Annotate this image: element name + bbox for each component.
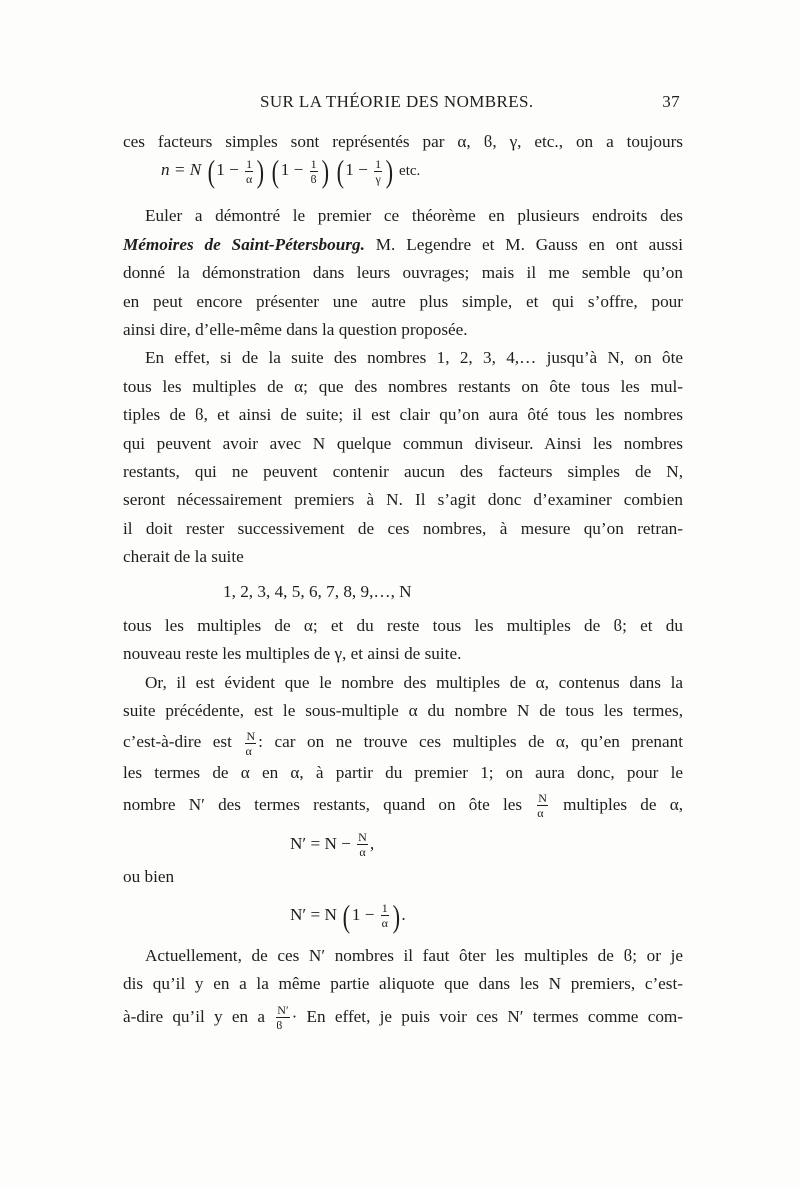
- emphasis-title: Mémoires de Saint-Pétersbourg.: [123, 234, 365, 254]
- page-body: [123, 128, 683, 1035]
- paragraph-5: Or, il est évident que le nombre des multiples de α, contenus dans la suite précédente, est le sous-multiple α du nombre N de tous les termes, c’est-à-dire est $\frac{N}{\alpha}$ : car on ne trouve ces multiples de α, qu’en prenant les termes de α en α, à partir du premier 1; on aura donc, pour le nombre N′ des termes restants, quand on ôte les $\frac{N}{\alpha}$ multiples de α,: [123, 672, 684, 821]
- fraction-n-alpha: $\frac{N}{\alpha}$: [537, 791, 547, 821]
- text-line: ces facteurs simples sont représentés par α, ϐ, γ, etc., on a toujours: [123, 132, 683, 151]
- paragraph-4: tous les multiples de α; et du reste tous les multiples de ϐ; et du nouveau reste les multiples de γ, et ainsi de suite.: [123, 615, 683, 664]
- fraction: $\frac{1}{\alpha}$: [245, 156, 253, 186]
- eq-lhs: n = N: [161, 160, 202, 180]
- paragraph-3: En effet, si de la suite des nombres 1, 2, 3, 4,… jusqu’à N, on ôte tous les multiples de α; que des nombres restants on ôte tous les mul- tiples de ϐ, et ainsi de suite; il est clair qu’on aura ôté tous les nombres qui peuvent avoir avec N quelque commun diviseur. Ainsi les nombres restants, qui ne peuvent contenir aucun des facteurs simples de N, seront nécessairement premiers à N. Il s’agit donc d’examiner combien il doit rester successivement de ces nombres, à mesure qu’on retran- cherait de la suite: [123, 348, 683, 567]
- paragraph-6: Actuellement, de ces N′ nombres il faut ôter les multiples de ϐ; or je dis qu’il y en a la même partie aliquote que dans les N premiers, c’est- à-dire qu’il y en a $\frac{N'}{ϐ}$ · En effet, je puis voir ces N′ termes comme com-: [123, 945, 684, 1033]
- paragraph-2: Euler a démontré le premier ce théorème en plusieurs endroits des Mémoires de Saint-Pétersbourg. M. Legendre et M. Gauss en ont aussi donné la démonstration dans leurs ouvrages; mais il me semble qu’on en peut encore présenter une autre plus simple, et qui s’offre, pour ainsi dire, d’elle-même dans la question proposée.: [123, 206, 683, 340]
- fraction: $\frac{1}{\gamma}$: [375, 156, 382, 186]
- equation-n-prime-factored: N′ = N (1 − $\frac{1}{\alpha}$ ).: [290, 897, 406, 934]
- page-number: 37: [662, 92, 680, 111]
- paragraph-1: [123, 128, 683, 156]
- fraction: $\frac{1}{ϐ}$: [310, 156, 317, 186]
- ou-bien-label: ou bien: [123, 866, 175, 886]
- fraction-nprime-beta: $\frac{N'}{ϐ}$: [276, 1003, 289, 1033]
- equation-n-prime: N′ = N − $\frac{N}{\alpha}$ ,: [290, 830, 375, 860]
- equation-product: n = N (1 − $\frac{1}{\alpha}$ ) (1 − $\frac{1}{ϐ}$ ) (1 − $\frac{1}{\gamma}$ ) etc.: [161, 153, 421, 190]
- fraction-n-alpha: $\frac{N}{\alpha}$: [245, 728, 256, 758]
- eq-etc: etc.: [399, 163, 421, 180]
- header-title: SUR LA THÉORIE DES NOMBRES.: [260, 92, 534, 111]
- number-sequence: 1, 2, 3, 4, 5, 6, 7, 8, 9,…, N: [223, 581, 412, 601]
